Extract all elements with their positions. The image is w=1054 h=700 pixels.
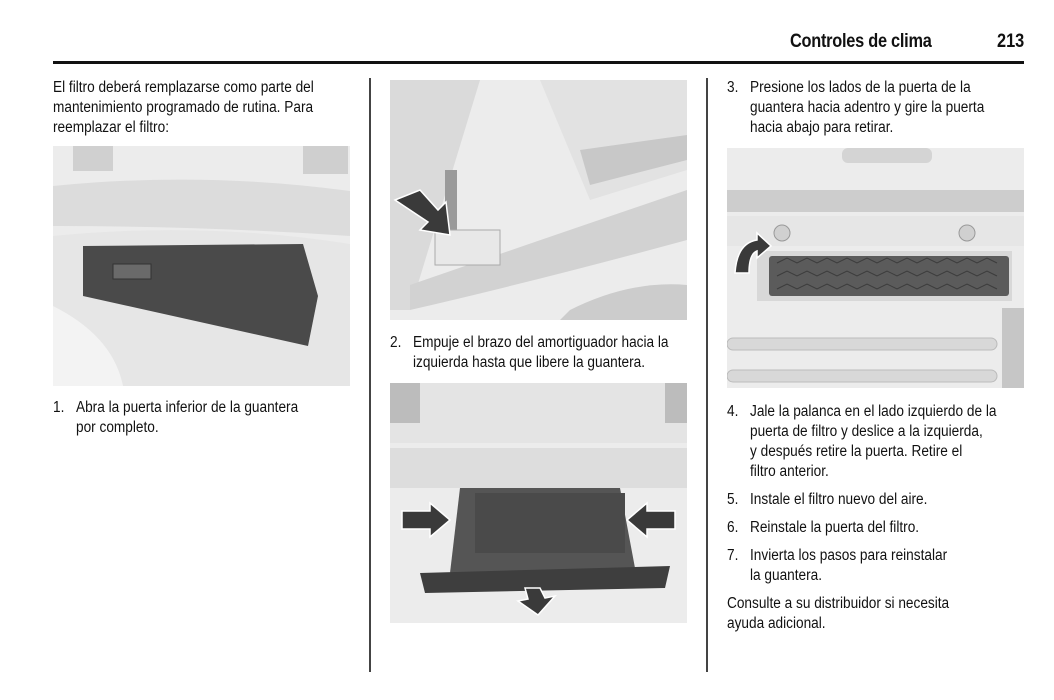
step-line: filtro anterior. [750, 463, 829, 480]
step-line: Invierta los pasos para reinstalar [750, 547, 948, 564]
figure-damper-arm [390, 80, 687, 320]
step-line: Instale el filtro nuevo del aire. [750, 491, 928, 508]
step-number: 5. [727, 491, 739, 508]
step-line: izquierda hasta que libere la guantera. [413, 354, 646, 371]
step-7 [727, 546, 1032, 586]
step-4 [727, 402, 1032, 482]
intro-line: reemplazar el filtro: [53, 119, 169, 136]
step-number: 1. [53, 399, 65, 416]
header-rule [53, 61, 1024, 64]
step-5 [727, 490, 1032, 510]
column-2-step-2 [390, 333, 700, 373]
step-line: Jale la palanca en el lado izquierdo de la [750, 403, 997, 420]
page-number: 213 [997, 31, 1025, 52]
step-line: puerta de filtro y deslice a la izquierda, [750, 423, 983, 440]
step-line: Reinstale la puerta del filtro. [750, 519, 920, 536]
step-line: por completo. [76, 419, 159, 436]
step-6 [727, 518, 1032, 538]
step-line: Presione los lados de la puerta de la [750, 79, 971, 96]
step-line: y después retire la puerta. Retire el [750, 443, 963, 460]
column-3-step-3 [727, 78, 1032, 138]
closing-note [727, 594, 1032, 634]
figure-glove-box-open [390, 383, 687, 623]
intro-line: El filtro deberá remplazarse como parte del [53, 79, 314, 96]
step-line: Empuje el brazo del amortiguador hacia la [413, 334, 669, 351]
step-number: 2. [390, 334, 402, 351]
section-title: Controles de clima [790, 31, 932, 52]
figure-glove-box-closed [53, 146, 350, 386]
figure-filter-door [727, 148, 1024, 388]
column-3-steps [727, 402, 1032, 634]
step-line: Abra la puerta inferior de la guantera [76, 399, 299, 416]
step-line: hacia abajo para retirar. [750, 119, 894, 136]
column-divider-1 [369, 78, 371, 672]
column-1-step-1 [53, 398, 353, 438]
step-line: guantera hacia adentro y gire la puerta [750, 99, 985, 116]
column-1 [53, 78, 353, 138]
step-1 [53, 398, 353, 438]
intro-line: mantenimiento programado de rutina. Para [53, 99, 314, 116]
step-number: 4. [727, 403, 739, 420]
closing-line: Consulte a su distribuidor si necesita [727, 595, 950, 612]
step-3 [727, 78, 1032, 138]
closing-line: ayuda adicional. [727, 615, 826, 632]
step-number: 3. [727, 79, 739, 96]
column-divider-2 [706, 78, 708, 672]
step-number: 7. [727, 547, 739, 564]
step-2 [390, 333, 700, 373]
step-number: 6. [727, 519, 739, 536]
step-line: la guantera. [750, 567, 823, 584]
